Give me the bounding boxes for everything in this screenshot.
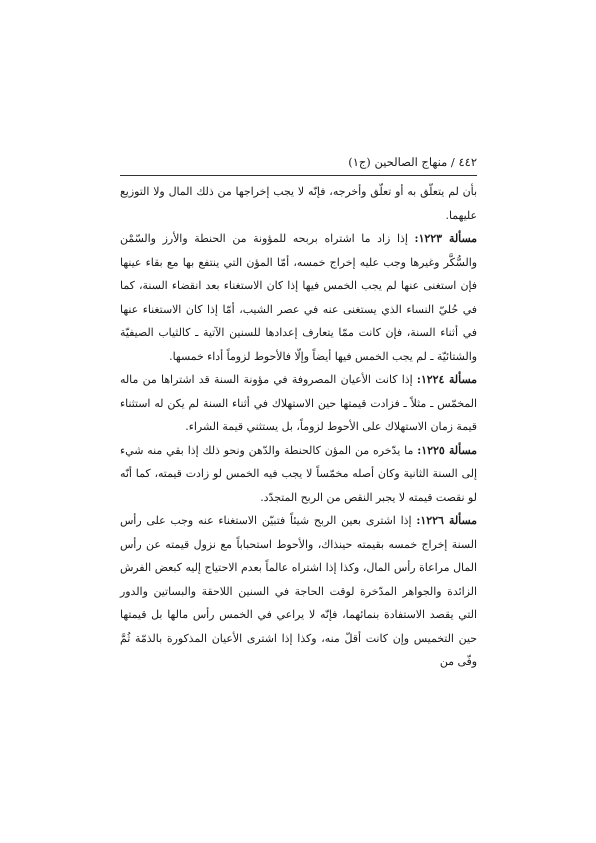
paragraph-text: بأن لم يتعلّق به أو تعلّق وأخرجه، فإنّه لا يجب إخراجها من ذلك المال ولا التوزيع عليهما. (120, 185, 477, 222)
paragraph-text: ما يدّخره من المؤن كالحنطة والدّهن ونحو ذلك إذا بقي منه شيء إلى السنة الثانية وكان أصله مخمّساً لا يجب فيه الخمس لو زادت قيمته، كما أنّه لو نقصت قيمته لا يجبر النقص من الربح المتجدّد. (120, 443, 477, 504)
masala-label: مسألة ١٢٢٣: (414, 232, 477, 245)
paragraph-text: إذا زاد ما اشتراه بربحه للمؤونة من الحنطة والأرز والسّمْن والسُّكَّر وغيرها وجب عليه إخراج خمسه، أمّا المؤن التي ينتفع بها مع بقاء عينها فإن استغنى عنها لم يجب الخمس فيها إذا كان الاستغناء بعد انقضاء السنة، كما في حُليّ النساء الذي يستغنى عنه في عصر الشيب، أمّا إذا كان الاستغناء عنها في أثناء السنة، فإن كانت ممّا يتعارف إعدادها للسنين الآتية ـ كالثياب الصيفيّة والشتائيّة ـ لم يجب الخمس فيها أيضاً وإلّا فالأحوط لزوماً أداء خمسها. (120, 232, 477, 363)
masala-1226 (120, 509, 477, 674)
paragraph-text: إذا اشترى بعين الربح شيئاً فتبيّن الاستغناء عنه وجب على رأس السنة إخراج خمسه بقيمته حينذاك، والأحوط استحباباً مع نزول قيمته عن رأس المال مراعاة رأس المال، وكذا إذا اشتراه عالماً بعدم الاحتياج إليه كبعض الفرش الزائدة والجواهر المدّخرة لوقت الحاجة في السنين اللاحقة والبساتين والدور التي يقصد الاستفادة بنمائهما، فإنّه لا يراعي في الخمس رأس مالها بل قيمتها حين التخميس وإن كانت أقلّ منه، وكذا إذا اشترى الأعيان المذكورة بالذمّة ثُمَّ وفّى من (120, 514, 477, 668)
masala-label: مسألة ١٢٢٦: (416, 514, 477, 527)
masala-1225 (120, 439, 477, 510)
masala-1224 (120, 368, 477, 439)
masala-label: مسألة ١٢٢٤: (416, 373, 477, 386)
paragraph-continuation (120, 180, 477, 227)
masala-label: مسألة ١٢٢٥: (417, 443, 477, 457)
header-divider (120, 175, 477, 176)
page-body (120, 180, 477, 674)
masala-1223 (120, 227, 477, 368)
paragraph-text: إذا كانت الأعيان المصروفة في مؤونة السنة قد اشتراها من ماله المخمّس ـ مثلاً ـ فزادت قيمتها حين الاستهلاك في أثناء السنة لم يكن له استثناء قيمة زمان الاستهلاك على الأحوط لزوماً، بل يستثني قيمة الشراء. (120, 373, 477, 433)
running-head: ٤٤٢ / منهاج الصالحين (ج١) (348, 155, 477, 169)
